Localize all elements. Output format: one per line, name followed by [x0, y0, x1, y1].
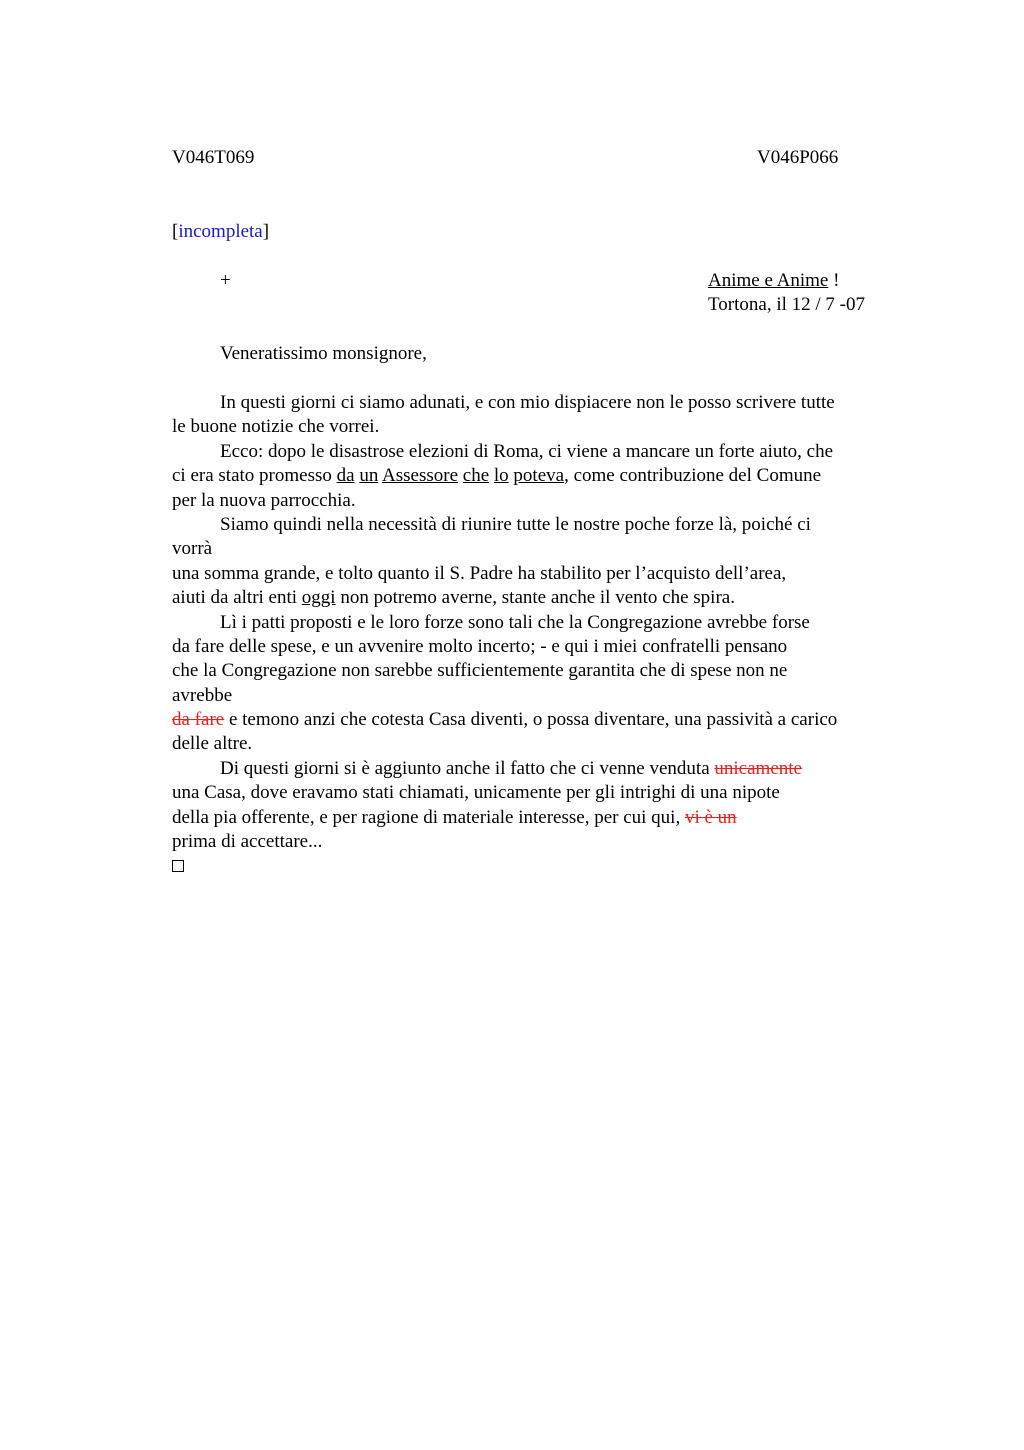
text-segment: aiuti da altri enti [172, 587, 302, 609]
motto-exclamation: ! [828, 270, 840, 291]
text-segment: ci era stato promesso [172, 465, 337, 487]
text-segment: non potremo averne, stante anche il vento che spira. [335, 587, 735, 609]
text-line: una Casa, dove eravamo stati chiamati, unicamente per gli intrighi di una nipote [172, 782, 780, 804]
letter-motto [708, 269, 839, 293]
text-line [172, 806, 902, 830]
motto-text: Anime e Anime [708, 270, 829, 291]
end-marker-line [172, 854, 902, 878]
text-line: che la Congregazione non sarebbe sufficientemente garantita che di spese non ne [172, 660, 788, 682]
end-box-icon [172, 860, 184, 872]
text-line: per la nuova parrocchia. [172, 489, 356, 511]
deleted-text: da fare [172, 709, 225, 731]
underlined-word: che [462, 465, 490, 487]
deleted-text: vi è un [684, 806, 737, 828]
place-date: Tortona, il 12 / 7 -07 [708, 294, 865, 315]
text-segment: della pia offerente, e per ragione di materiale interesse, per cui qui, [172, 806, 685, 828]
note-close-bracket: ] [262, 221, 270, 242]
cross-symbol: + [220, 270, 231, 291]
text-line: In questi giorni ci siamo adunati, e con mio dispiacere non le posso scrivere tutte [220, 392, 835, 413]
text-segment: , come contribuzione del Comune [564, 465, 822, 487]
underlined-word: un [359, 465, 379, 487]
underlined-word: Assessore [382, 465, 459, 487]
text-line: Lì i patti proposti e le loro forze sono tali che la Congregazione avrebbe forse [220, 611, 810, 633]
editorial-note [172, 220, 269, 244]
text-line: una somma grande, e tolto quanto il S. Padre ha stabilito per l’acquisto dell’area, [172, 562, 787, 584]
text-line: prima di accettare... [172, 831, 323, 853]
text-segment: Di questi giorni si è aggiunto anche il fatto che ci venne venduta [220, 757, 715, 779]
document-code-right: V046P066 [757, 147, 839, 168]
text-segment: e temono anzi che cotesta Casa diventi, o possa diventare, una passività a carico [224, 709, 838, 731]
text-line [172, 708, 902, 732]
text-line: avrebbe [172, 684, 233, 706]
text-line: delle altre. [172, 733, 253, 755]
text-line [172, 757, 902, 781]
text-line [172, 464, 902, 488]
text-line: da fare delle spese, e un avvenire molto incerto; - e qui i miei confratelli pensano [172, 635, 788, 657]
text-line [172, 586, 902, 610]
note-open-bracket: [ [172, 221, 179, 242]
note-label: incompleta [178, 221, 263, 242]
underlined-word: lo [493, 465, 509, 487]
letter-body [172, 391, 902, 879]
underlined-word: da [336, 465, 355, 487]
underlined-word: oggi [301, 587, 336, 609]
text-line: Ecco: dopo le disastrose elezioni di Roma, ci viene a mancare un forte aiuto, che [220, 440, 834, 462]
document-code-left: V046T069 [172, 147, 255, 168]
deleted-text: unicamente [714, 757, 802, 779]
text-line: Siamo quindi nella necessità di riunire tutte le nostre poche forze là, poiché ci [220, 513, 811, 535]
salutation: Veneratissimo monsignore, [220, 343, 427, 364]
underlined-word: poteva [513, 465, 565, 487]
text-line: vorrà [172, 538, 213, 560]
text-line: le buone notizie che vorrei. [172, 416, 380, 438]
